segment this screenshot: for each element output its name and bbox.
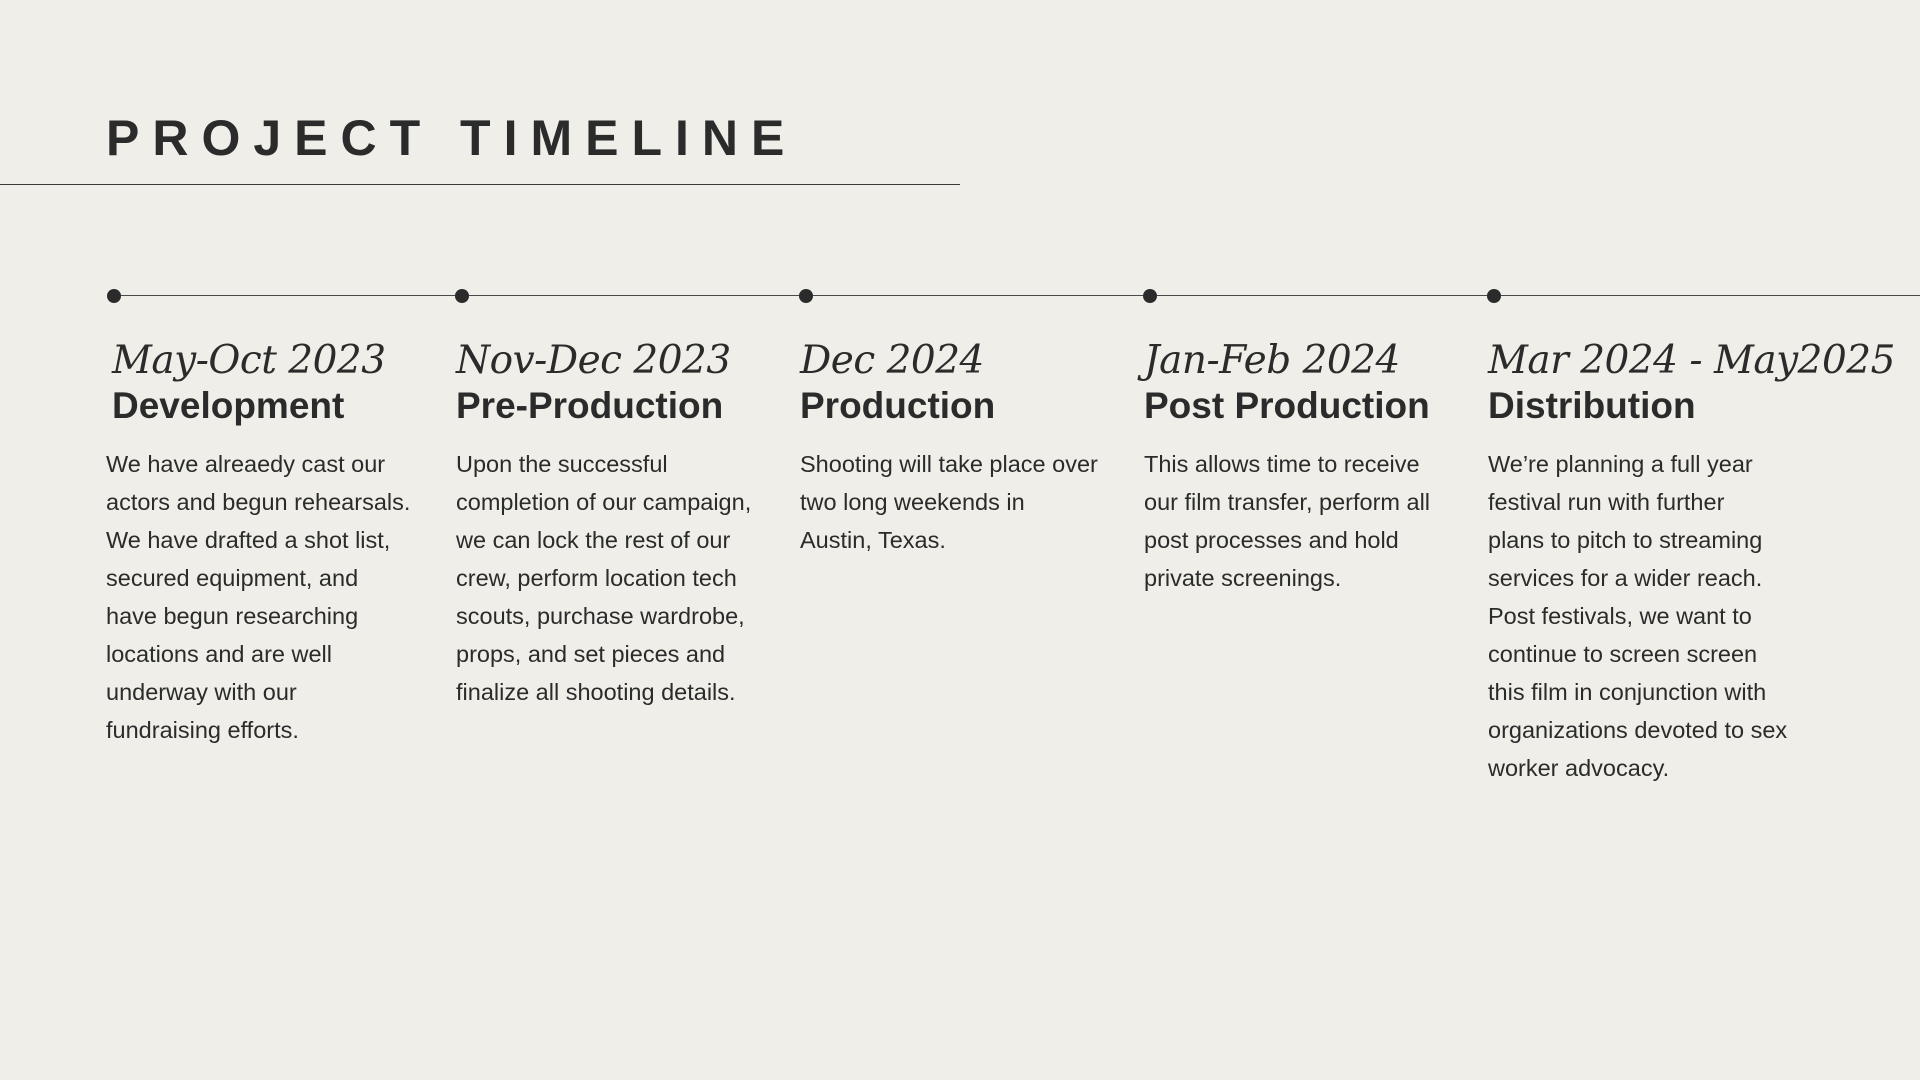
phase-date: Nov-Dec 2023 [456, 338, 731, 383]
phase-date: Mar 2024 - May2025 [1488, 338, 1895, 383]
phase-date: Dec 2024 [800, 338, 984, 383]
title-divider [0, 184, 960, 185]
phase-title: Post Production [1144, 385, 1430, 426]
phase-description: This allows time to receive our film transfer, perform all post processes and hold private screenings. [1144, 451, 1431, 591]
phase-title: Development [112, 385, 345, 426]
phase-production [800, 336, 1130, 559]
phase-description: We have alreaedy cast our actors and begun rehearsals. We have drafted a shot list, secured equipment, and have begun researching locations and are well underway with our fundraising efforts. [106, 451, 411, 743]
phase-pre-production [456, 336, 786, 711]
phase-description: Upon the successful completion of our campaign, we can lock the rest of our crew, perform location tech scouts, purchase wardrobe, props, and set pieces and finalize all shooting details. [456, 451, 752, 705]
phase-title: Production [800, 385, 996, 426]
timeline-marker-post-production [1143, 289, 1157, 303]
timeline-marker-production [799, 289, 813, 303]
timeline-line [113, 295, 1920, 296]
timeline-marker-distribution [1487, 289, 1501, 303]
phase-title: Pre-Production [456, 385, 724, 426]
phase-description: Shooting will take place over two long weekends in Austin, Texas. [800, 451, 1098, 553]
phase-post-production [1144, 336, 1474, 597]
phase-development [106, 336, 436, 749]
phase-date: May-Oct 2023 [112, 338, 386, 383]
phase-title: Distribution [1488, 385, 1696, 426]
timeline-marker-pre-production [455, 289, 469, 303]
phase-date: Jan-Feb 2024 [1144, 338, 1400, 383]
phase-description: We’re planning a full year festival run with further plans to pitch to streaming services for a wider reach. Post festivals, we want to continue to screen screen this film in conjunction with organizations devoted to sex worker advocacy. [1488, 451, 1788, 781]
page-title: PROJECT TIMELINE [106, 110, 798, 166]
timeline-marker-development [107, 289, 121, 303]
phase-distribution [1488, 336, 1908, 787]
